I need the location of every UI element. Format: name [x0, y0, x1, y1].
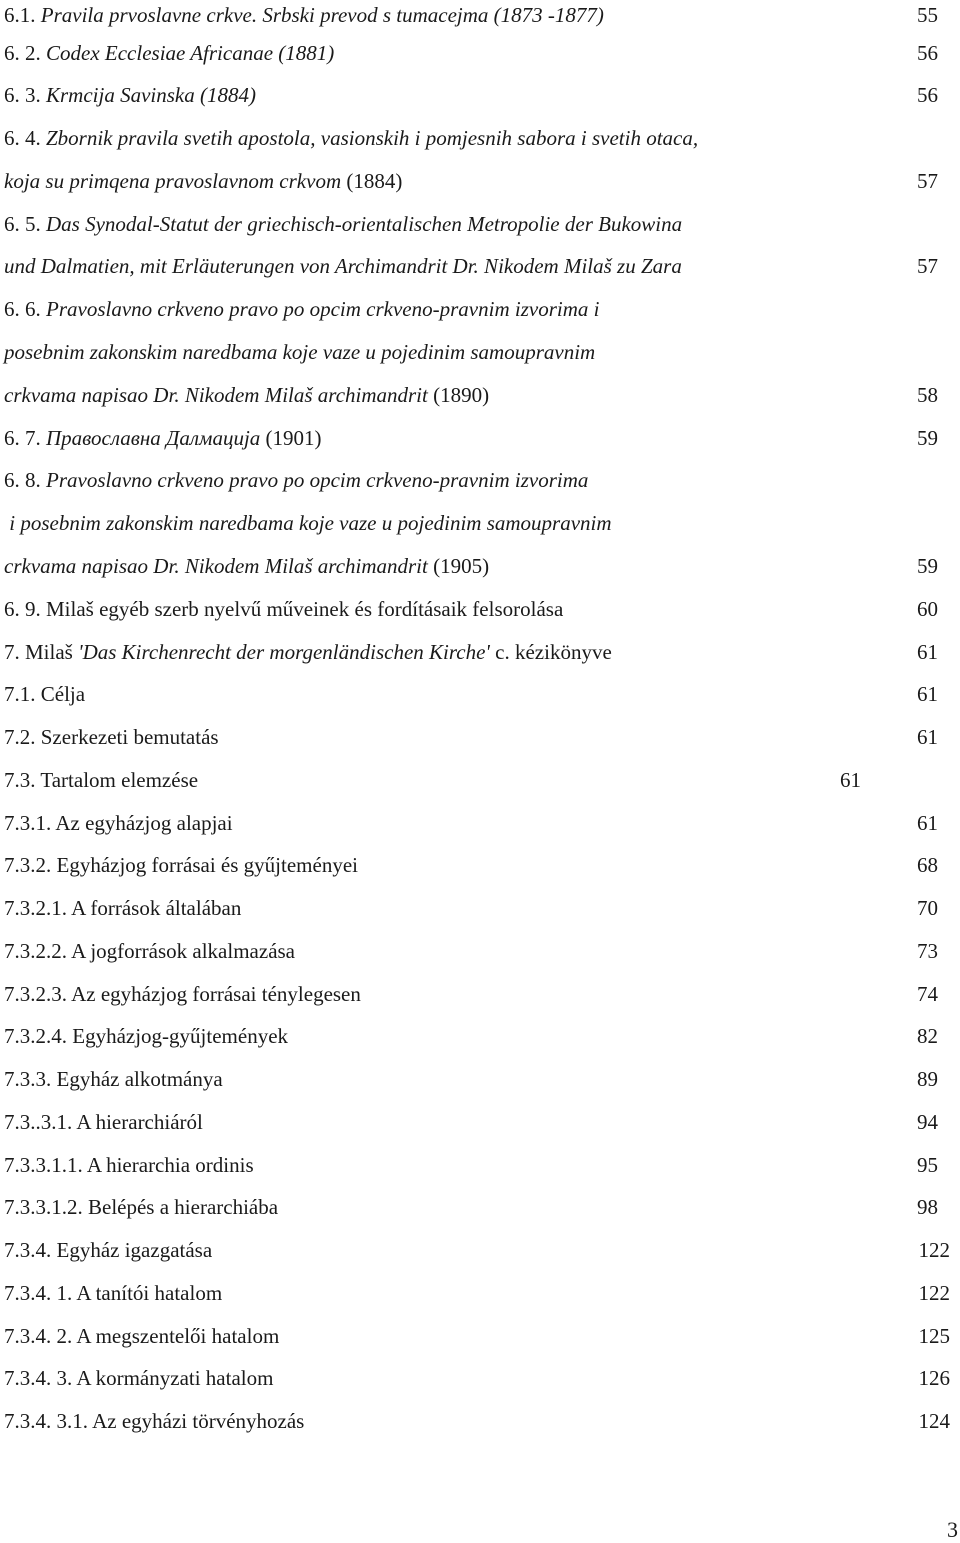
toc-entry-title: crkvama napisao Dr. Nikodem Milaš archimandrit	[4, 554, 428, 578]
toc-entry-title: koja su primqena pravoslavnom crkvom	[4, 169, 342, 193]
toc-entry-number: 6. 4.	[4, 126, 46, 150]
toc-page-number: 82	[917, 1024, 938, 1048]
toc-page-number: 55	[917, 3, 938, 27]
toc-entry-text	[4, 1406, 304, 1436]
toc-entry-suffix: c. kézikönyve	[489, 640, 612, 664]
toc-entry-title: 7.3.3. Egyház alkotmánya	[4, 1067, 223, 1091]
toc-page-number: 98	[917, 1195, 938, 1219]
toc-page-number: 59	[917, 426, 938, 450]
toc-entry-title: Das Synodal-Statut der griechisch-orientalischen Metropolie der Bukowina	[46, 212, 683, 236]
toc-page-number: 74	[917, 982, 938, 1006]
toc-entry-text	[4, 1021, 288, 1051]
toc-entry-year: (1905)	[427, 554, 490, 578]
toc-entry-text	[4, 637, 612, 667]
toc-entry-number: 6. 2.	[4, 41, 46, 65]
toc-entry-title: 6. 9. Milaš egyéb szerb nyelvű műveinek és fordításaik felsorolása	[4, 597, 564, 621]
toc-page-number: 124	[918, 1409, 950, 1433]
toc-entry-title: Православна Далмација	[46, 426, 261, 450]
toc-entry-text	[4, 936, 295, 966]
toc-entry-text	[4, 1235, 212, 1265]
toc-entry-title: 7.2. Szerkezeti bemutatás	[4, 725, 219, 749]
toc-entry-text	[4, 423, 322, 453]
toc-entry-number: 7. Milaš	[4, 640, 79, 664]
toc-entry-title: Krmcija Savinska (1884)	[46, 83, 256, 107]
toc-entry-text	[4, 508, 612, 538]
toc-entry-text	[4, 80, 256, 110]
toc-entry-title: crkvama napisao Dr. Nikodem Milaš archimandrit	[4, 383, 428, 407]
toc-page-number: 61	[917, 811, 938, 835]
toc-entry-title: 7.3.4. 3. A kormányzati hatalom	[4, 1366, 274, 1390]
toc-page-number: 68	[917, 853, 938, 877]
toc-entry-number: 6. 5.	[4, 212, 46, 236]
toc-entry-text	[4, 979, 361, 1009]
toc-entry-title: 7.3.2.2. A jogforrások alkalmazása	[4, 939, 296, 963]
toc-page-number: 61	[840, 768, 861, 792]
toc-page-number: 122	[918, 1281, 950, 1305]
toc-entry-title: 7.1. Célja	[4, 682, 86, 706]
page-number: 3	[947, 1517, 958, 1542]
toc-entry-text	[4, 38, 334, 68]
toc-entry-text	[4, 594, 563, 624]
toc-entry-title: i posebnim zakonskim naredbama koje vaze u pojedinim samoupravnim	[4, 511, 612, 535]
toc-entry-text	[4, 808, 233, 838]
toc-entry-year: (1884)	[341, 169, 403, 193]
toc-page-number: 122	[918, 1238, 950, 1262]
toc-entry-title: 7.3.4. 1. A tanítói hatalom	[4, 1281, 223, 1305]
toc-entry-text	[4, 209, 682, 239]
toc-entry-text	[4, 0, 604, 30]
toc-entry-title: 7.3.1. Az egyházjog alapjai	[4, 811, 233, 835]
toc-page-number: 57	[917, 169, 938, 193]
toc-entry-year: (1890)	[427, 383, 490, 407]
toc-page-number: 95	[917, 1153, 938, 1177]
toc-entry-title: 7.3.4. Egyház igazgatása	[4, 1238, 213, 1262]
toc-entry-title: und Dalmatien, mit Erläuterungen von Archimandrit Dr. Nikodem Milaš zu Zara	[4, 254, 682, 278]
toc-page-number: 94	[917, 1110, 938, 1134]
toc-entry-number: 6. 7.	[4, 426, 46, 450]
toc-page-number: 61	[917, 640, 938, 664]
toc-entry-text	[4, 337, 595, 367]
toc-entry-title: Codex Ecclesiae Africanae (1881)	[46, 41, 335, 65]
toc-entry-title: 7.3. Tartalom elemzése	[4, 768, 199, 792]
toc-entry-title: 7.3.2. Egyházjog forrásai és gyűjteményei	[4, 853, 358, 877]
toc-page-number: 61	[917, 682, 938, 706]
toc-entry-text	[4, 465, 588, 495]
toc-entry-title: Zbornik pravila svetih apostola, vasionskih i pomjesnih sabora i svetih otaca,	[46, 126, 699, 150]
toc-page-number: 60	[917, 597, 938, 621]
toc-entry-text	[4, 166, 402, 196]
toc-entry-number: 6.1.	[4, 3, 41, 27]
toc-page-number: 57	[917, 254, 938, 278]
toc-entry-text	[4, 850, 358, 880]
toc-entry-title: 'Das Kirchenrecht der morgenländischen Kirche'	[78, 640, 490, 664]
toc-entry-text	[4, 294, 599, 324]
toc-entry-title: Pravila prvoslavne crkve. Srbski prevod s tumacejma (1873 -1877)	[40, 3, 604, 27]
toc-entry-text	[4, 1278, 222, 1308]
toc-entry-text	[4, 722, 219, 752]
toc-entry-title: posebnim zakonskim naredbama koje vaze u pojedinim samoupravnim	[4, 340, 596, 364]
toc-entry-text	[4, 1321, 279, 1351]
toc-entry-text	[4, 123, 698, 153]
toc-entry-text	[4, 765, 198, 795]
toc-page-number: 126	[918, 1366, 950, 1390]
toc-page-number: 59	[917, 554, 938, 578]
toc-entry-title: Pravoslavno crkveno pravo po opcim crkveno-pravnim izvorima i	[46, 297, 600, 321]
toc-entry-year: (1901)	[260, 426, 322, 450]
toc-entry-title: 7.3.3.1.2. Belépés a hierarchiába	[4, 1195, 279, 1219]
toc-entry-text	[4, 251, 682, 281]
toc-entry-title: 7.3..3.1. A hierarchiáról	[4, 1110, 203, 1134]
toc-entry-text	[4, 1107, 203, 1137]
toc-entry-title: Pravoslavno crkveno pravo po opcim crkveno-pravnim izvorima	[46, 468, 589, 492]
toc-entry-title: 7.3.2.1. A források általában	[4, 896, 242, 920]
toc-entry-text	[4, 1150, 254, 1180]
toc-page-number: 56	[917, 83, 938, 107]
toc-entry-text	[4, 1064, 223, 1094]
toc-entry-title: 7.3.4. 2. A megszentelői hatalom	[4, 1324, 280, 1348]
toc-entry-number: 6. 3.	[4, 83, 46, 107]
toc-page-number: 89	[917, 1067, 938, 1091]
toc-page-number: 125	[918, 1324, 950, 1348]
toc-page-number: 58	[917, 383, 938, 407]
toc-entry-text	[4, 551, 489, 581]
toc-entry-text	[4, 893, 241, 923]
toc-entry-number: 6. 8.	[4, 468, 46, 492]
toc-entry-title: 7.3.2.3. Az egyházjog forrásai ténylegesen	[4, 982, 361, 1006]
toc-entry-text	[4, 1363, 273, 1393]
toc-entry-title: 7.3.4. 3.1. Az egyházi törvényhozás	[4, 1409, 305, 1433]
toc-entry-text	[4, 1192, 278, 1222]
toc-page-number: 70	[917, 896, 938, 920]
toc-page-number: 56	[917, 41, 938, 65]
toc-page-number: 61	[917, 725, 938, 749]
toc-entry-number: 6. 6.	[4, 297, 46, 321]
toc-entry-title: 7.3.3.1.1. A hierarchia ordinis	[4, 1153, 254, 1177]
toc-entry-text	[4, 679, 85, 709]
toc-entry-text	[4, 380, 489, 410]
toc-page-number: 73	[917, 939, 938, 963]
toc-entry-title: 7.3.2.4. Egyházjog-gyűjtemények	[4, 1024, 289, 1048]
